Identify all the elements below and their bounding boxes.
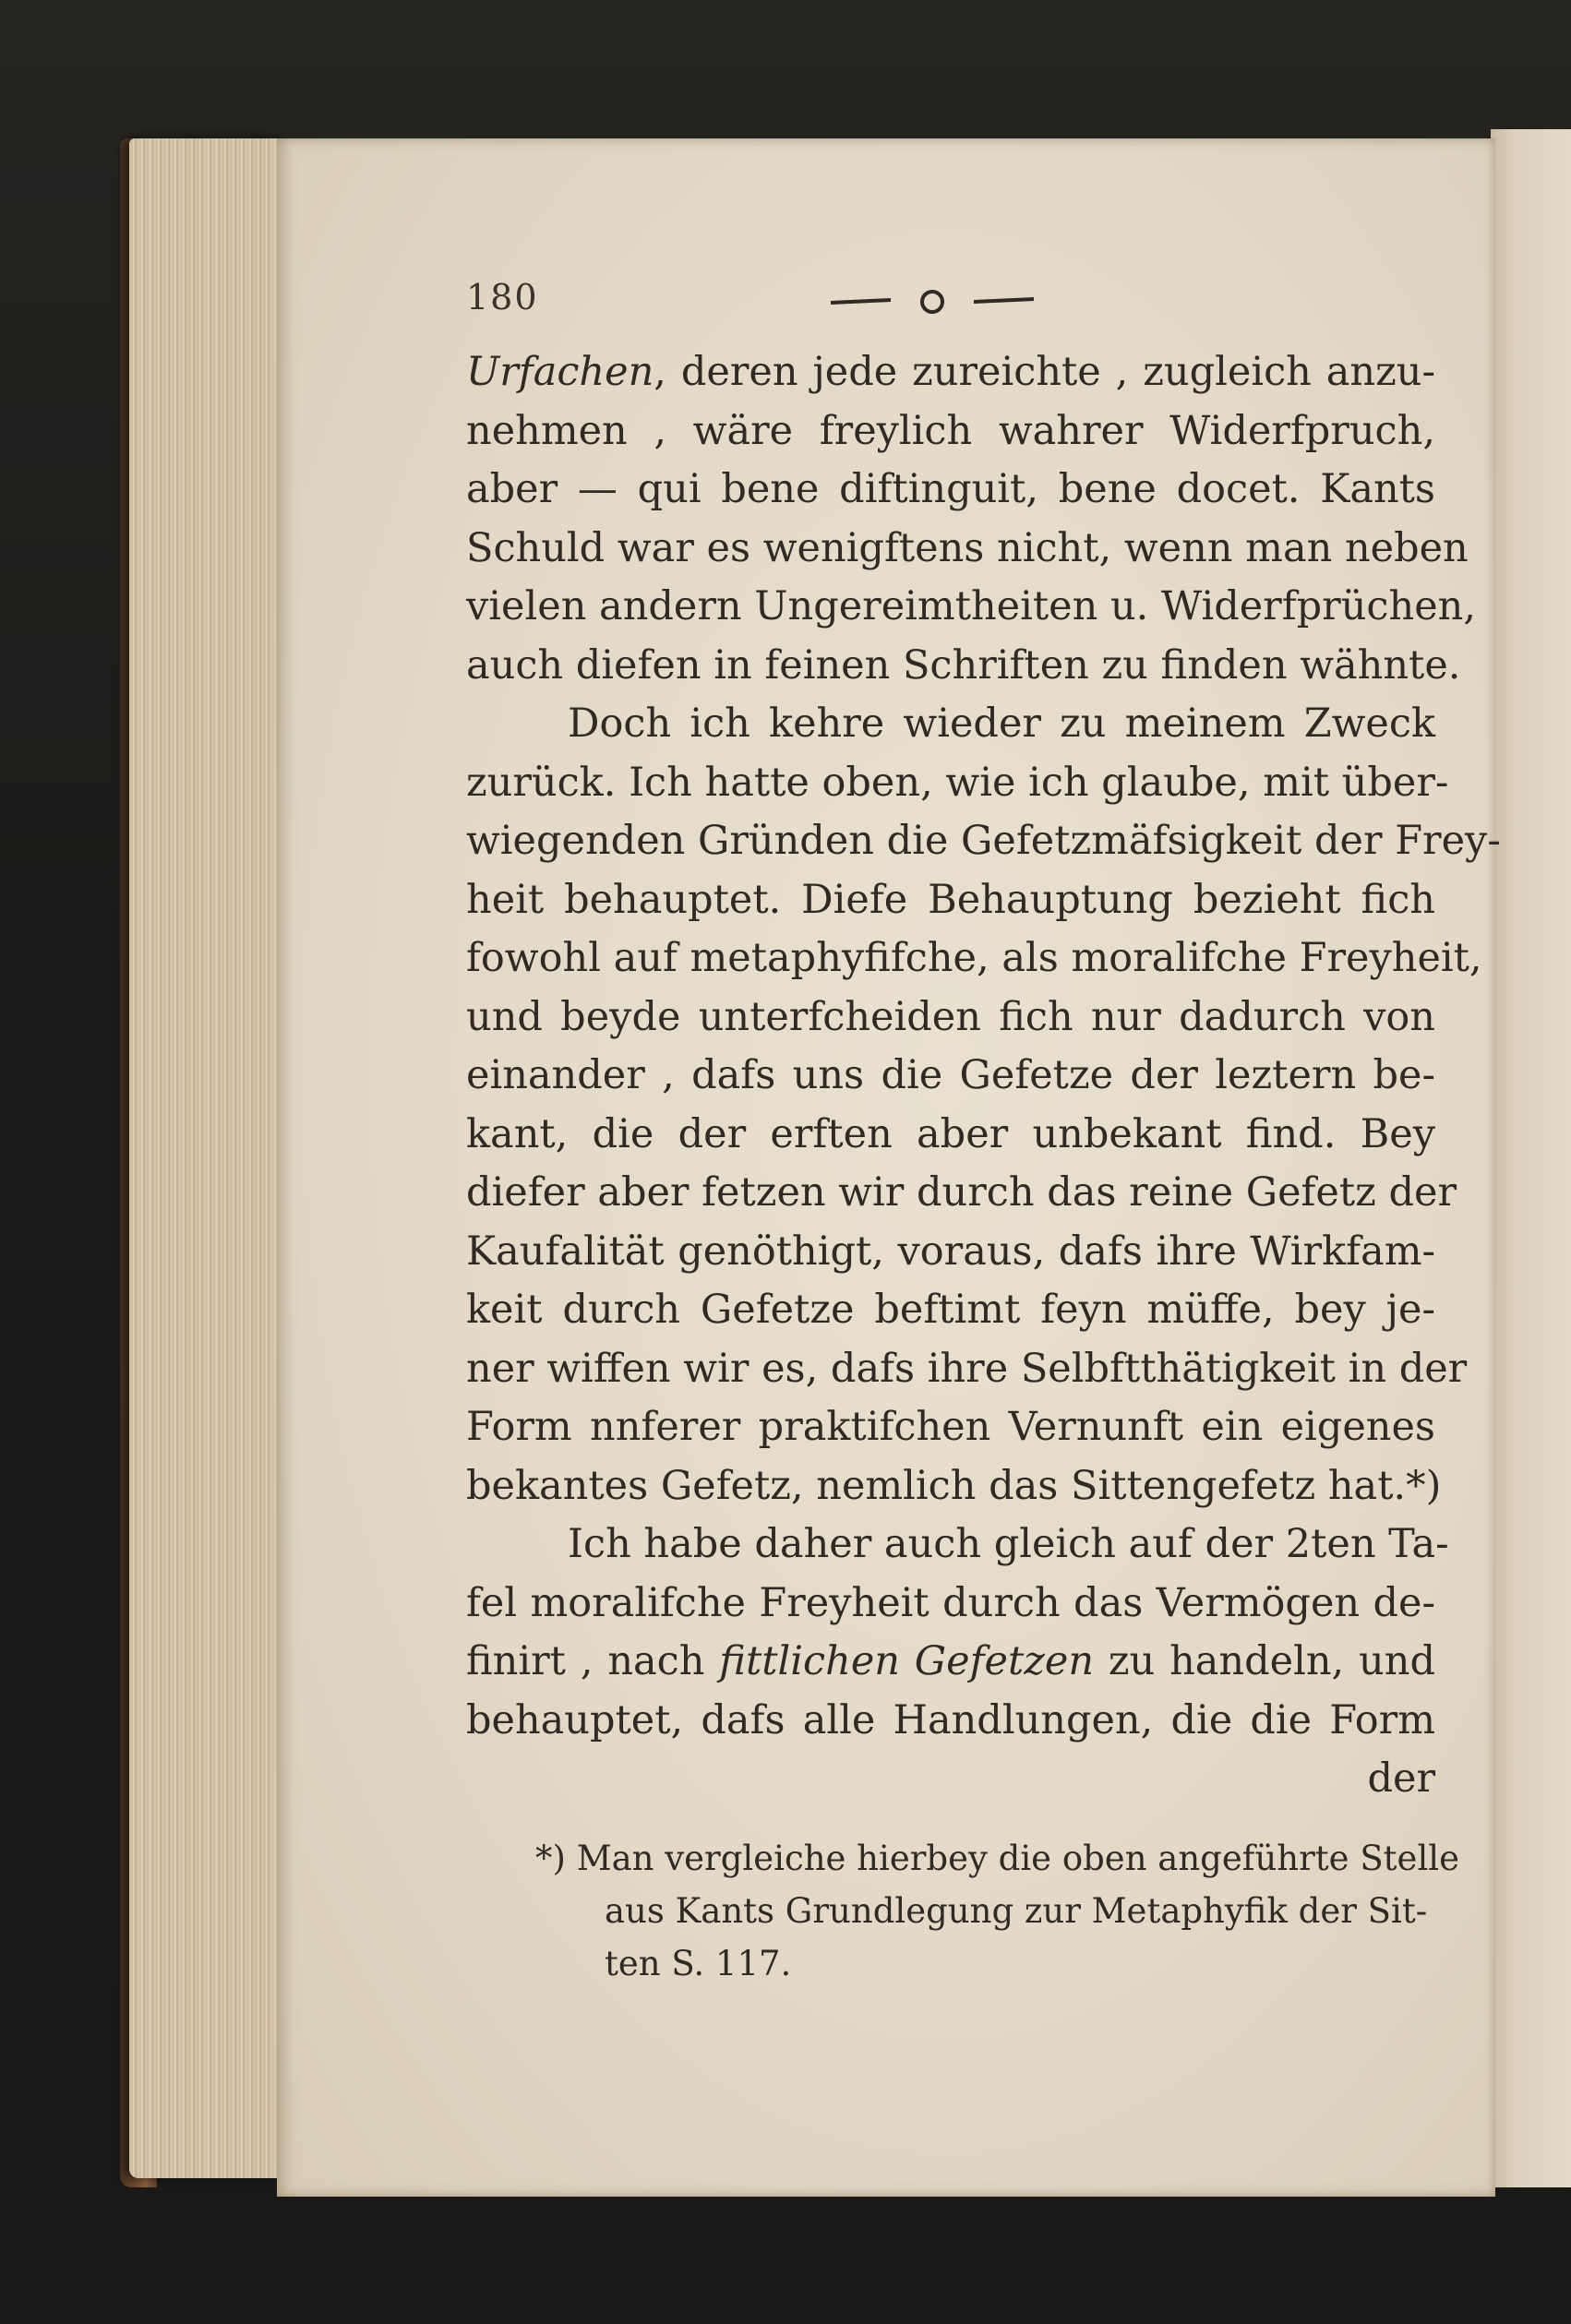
text-line	[466, 1750, 1435, 1809]
text-line-segment: nehmen , wäre freylich wahrer Widerfpruch,	[466, 407, 1435, 454]
text-line	[466, 461, 1435, 520]
text-line	[466, 402, 1435, 461]
text-line-segment: behauptet, dafs alle Handlungen, die die Form	[466, 1696, 1435, 1743]
text-line	[466, 637, 1461, 696]
text-line-segment: Schuld war es wenigftens nicht, wenn man neben	[466, 524, 1469, 571]
text-line	[466, 1692, 1435, 1751]
text-line-segment: , deren jede zureichte , zugleich anzu-	[654, 349, 1435, 395]
facing-page-edge	[1491, 129, 1571, 2187]
text-line-segment: Form nnferer praktifchen Vernunft ein eigenes	[466, 1404, 1435, 1450]
text-line-segment: auch diefen in feinen Schriften zu finden wähnte.	[466, 641, 1461, 689]
text-line-segment: zurück. Ich hatte oben, wie ich glaube, mit über-	[466, 759, 1449, 806]
text-line	[466, 929, 1482, 988]
text-line-segment: aber — qui bene diftinguit, bene docet. Kants	[466, 466, 1435, 512]
footnote-line: *) Man vergleiche hierbey die oben angeführte Stelle	[535, 1839, 1460, 1878]
text-line	[466, 1398, 1435, 1457]
text-line	[466, 871, 1435, 930]
text-line-segment: der	[1367, 1755, 1435, 1802]
text-line-segment: fel moralifche Freyheit durch das Vermögen de-	[466, 1579, 1435, 1626]
body-text	[466, 343, 1501, 1809]
text-line-segment: diefer aber fetzen wir durch das reine Gefetz der	[466, 1169, 1457, 1216]
text-line-segment: zu handeln, und	[1094, 1638, 1435, 1684]
text-line	[466, 1047, 1435, 1106]
footnote-line: ten S. 117.	[605, 1944, 792, 1983]
text-line-segment: keit durch Gefetze beftimt feyn müffe, bey je-	[466, 1287, 1435, 1333]
text-line-segment: heit behauptet. Diefe Behauptung bezieht fich	[466, 876, 1435, 923]
text-line	[466, 1223, 1435, 1282]
text-line-segment: wiegenden Gründen die Gefetzmäfsigkeit der Frey-	[466, 818, 1501, 864]
text-line-segment: bekantes Gefetz, nemlich das Sittengefetz hat.*)	[466, 1462, 1442, 1509]
text-line	[466, 1164, 1457, 1223]
text-line	[466, 754, 1449, 813]
footnote-line: aus Kants Grundlegung zur Metaphyfik der Sit-	[605, 1891, 1428, 1931]
page-number: 180	[466, 277, 539, 317]
italic-phrase: Urfachen	[466, 349, 654, 395]
text-line-segment: vielen andern Ungereimtheiten u. Widerfprüchen,	[466, 583, 1477, 629]
text-line	[466, 1575, 1435, 1634]
text-line-segment: Kaufalität genöthigt, voraus, dafs ihre Wirkfam-	[466, 1228, 1435, 1275]
text-line	[466, 1340, 1468, 1399]
italic-phrase: fittlichen Gefetzen	[719, 1638, 1095, 1684]
text-line	[466, 1633, 1435, 1692]
text-line-segment: ner wiffen wir es, dafs ihre Selbftthätigkeit in der	[466, 1345, 1468, 1392]
book-page-edges	[129, 138, 286, 2178]
text-line-segment: einander , dafs uns die Gefetze der leztern be-	[466, 1052, 1435, 1098]
text-line-segment: fowohl auf metaphyfifche, als moralifche Freyheit,	[466, 935, 1482, 981]
text-line	[466, 578, 1477, 637]
text-line	[466, 812, 1501, 871]
text-line-segment: Doch ich kehre wieder zu meinem Zweck	[568, 701, 1435, 747]
text-line-segment: finirt , nach	[466, 1638, 720, 1684]
text-line	[466, 1106, 1435, 1165]
text-line	[466, 1515, 1449, 1575]
book-page	[277, 138, 1501, 2197]
text-line-segment: kant, die der erften aber unbekant find. Bey	[466, 1110, 1435, 1157]
text-line-segment: und beyde unterfcheiden fich nur dadurch von	[466, 993, 1435, 1040]
text-line	[466, 1457, 1442, 1516]
text-line	[466, 343, 1435, 402]
text-line-segment: Ich habe daher auch gleich auf der 2ten Ta-	[568, 1521, 1449, 1567]
footnote	[535, 1832, 1460, 1990]
text-line	[466, 695, 1435, 754]
header-ornament-icon	[812, 277, 1052, 323]
text-line	[466, 1281, 1435, 1340]
text-line	[466, 520, 1469, 579]
text-line	[466, 988, 1435, 1048]
